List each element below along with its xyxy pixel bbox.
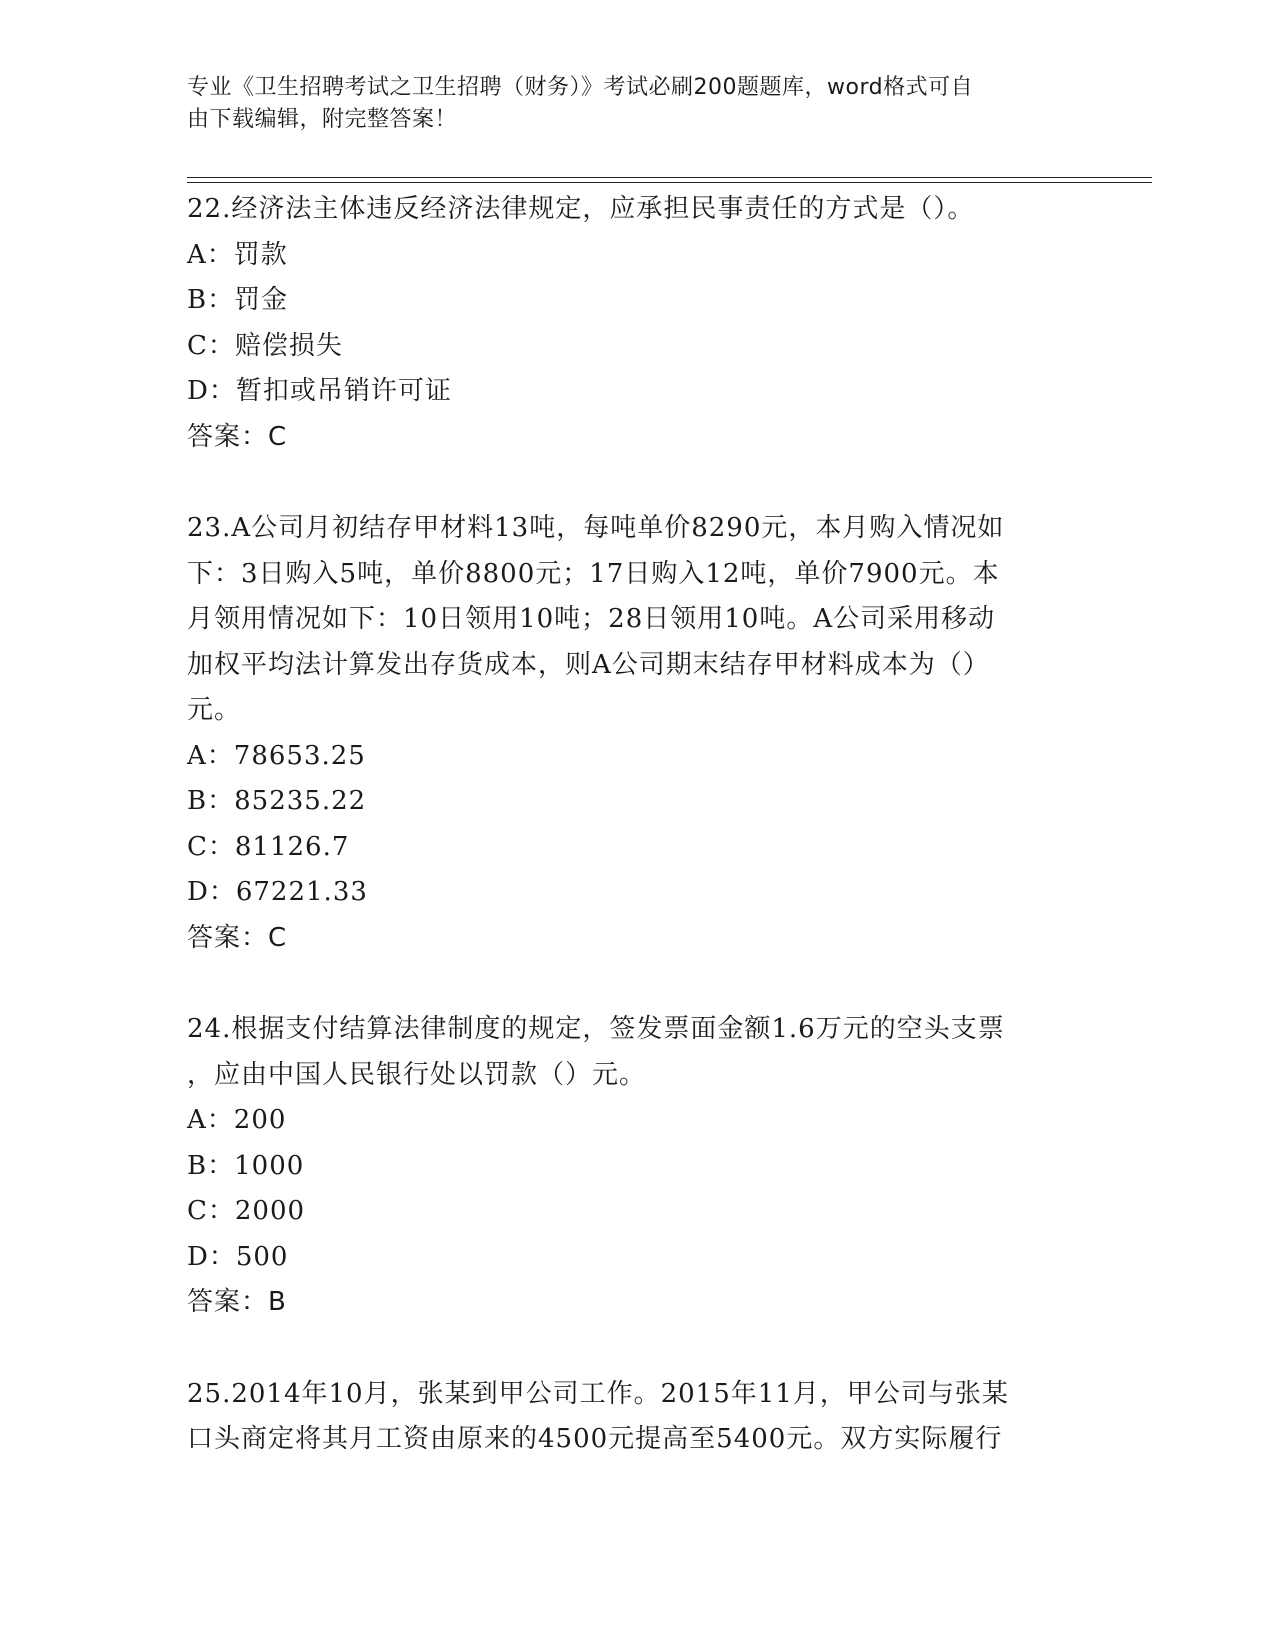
question-24 [187, 1007, 1087, 1326]
option-c: C：81126.7 [187, 831, 350, 862]
question-23 [187, 506, 1087, 961]
answer-line: 答案：C [187, 421, 288, 452]
option-a: A：罚款 [187, 239, 288, 270]
question-list [187, 187, 1087, 1463]
header-divider-bottom [187, 182, 1152, 183]
question-stem-line: 24.根据支付结算法律制度的规定，签发票面金额1.6万元的空头支票 [187, 1014, 1005, 1044]
option-d: D：暂扣或吊销许可证 [187, 376, 452, 406]
option-d: D：67221.33 [187, 877, 368, 907]
option-d: D：500 [187, 1241, 289, 1272]
answer-line: 答案：B [187, 1287, 287, 1317]
question-spacer [187, 1326, 1087, 1372]
option-a: A：200 [187, 1105, 287, 1135]
document-header [187, 72, 1067, 136]
question-22 [187, 187, 1087, 460]
answer-line: 答案：C [187, 922, 288, 953]
option-a: A：78653.25 [187, 740, 366, 771]
question-spacer [187, 961, 1087, 1007]
option-b: B：85235.22 [187, 786, 367, 816]
question-stem-line: 22.经济法主体违反经济法律规定，应承担民事责任的方式是（）。 [187, 194, 975, 224]
question-stem-line: 元。 [187, 695, 242, 725]
question-stem-line: 加权平均法计算发出存货成本，则A公司期末结存甲材料成本为（） [187, 649, 990, 680]
option-b: B：1000 [187, 1150, 305, 1181]
header-divider-top [187, 177, 1152, 178]
question-stem-line: ，应由中国人民银行处以罚款（）元。 [187, 1059, 647, 1090]
question-25 [187, 1372, 1087, 1463]
header-line-1: 专业《卫生招聘考试之卫生招聘（财务）》考试必刷200题题库，word格式可自 [187, 75, 974, 100]
question-stem-line: 口头商定将其月工资由原来的4500元提高至5400元。双方实际履行 [187, 1424, 1003, 1454]
option-c: C：2000 [187, 1196, 306, 1226]
question-stem-line: 下：3日购入5吨，单价8800元；17日购入12吨，单价7900元。本 [187, 558, 1000, 589]
question-spacer [187, 460, 1087, 506]
option-b: B：罚金 [187, 285, 289, 315]
header-line-2: 由下载编辑，附完整答案！ [187, 107, 458, 132]
option-c: C：赔偿损失 [187, 330, 343, 361]
question-stem-line: 25.2014年10月，张某到甲公司工作。2015年11月，甲公司与张某 [187, 1378, 1009, 1409]
question-stem-line: 23.A公司月初结存甲材料13吨，每吨单价8290元，本月购入情况如 [187, 513, 1005, 543]
question-stem-line: 月领用情况如下：10日领用10吨；28日领用10吨。A公司采用移动 [187, 604, 996, 634]
